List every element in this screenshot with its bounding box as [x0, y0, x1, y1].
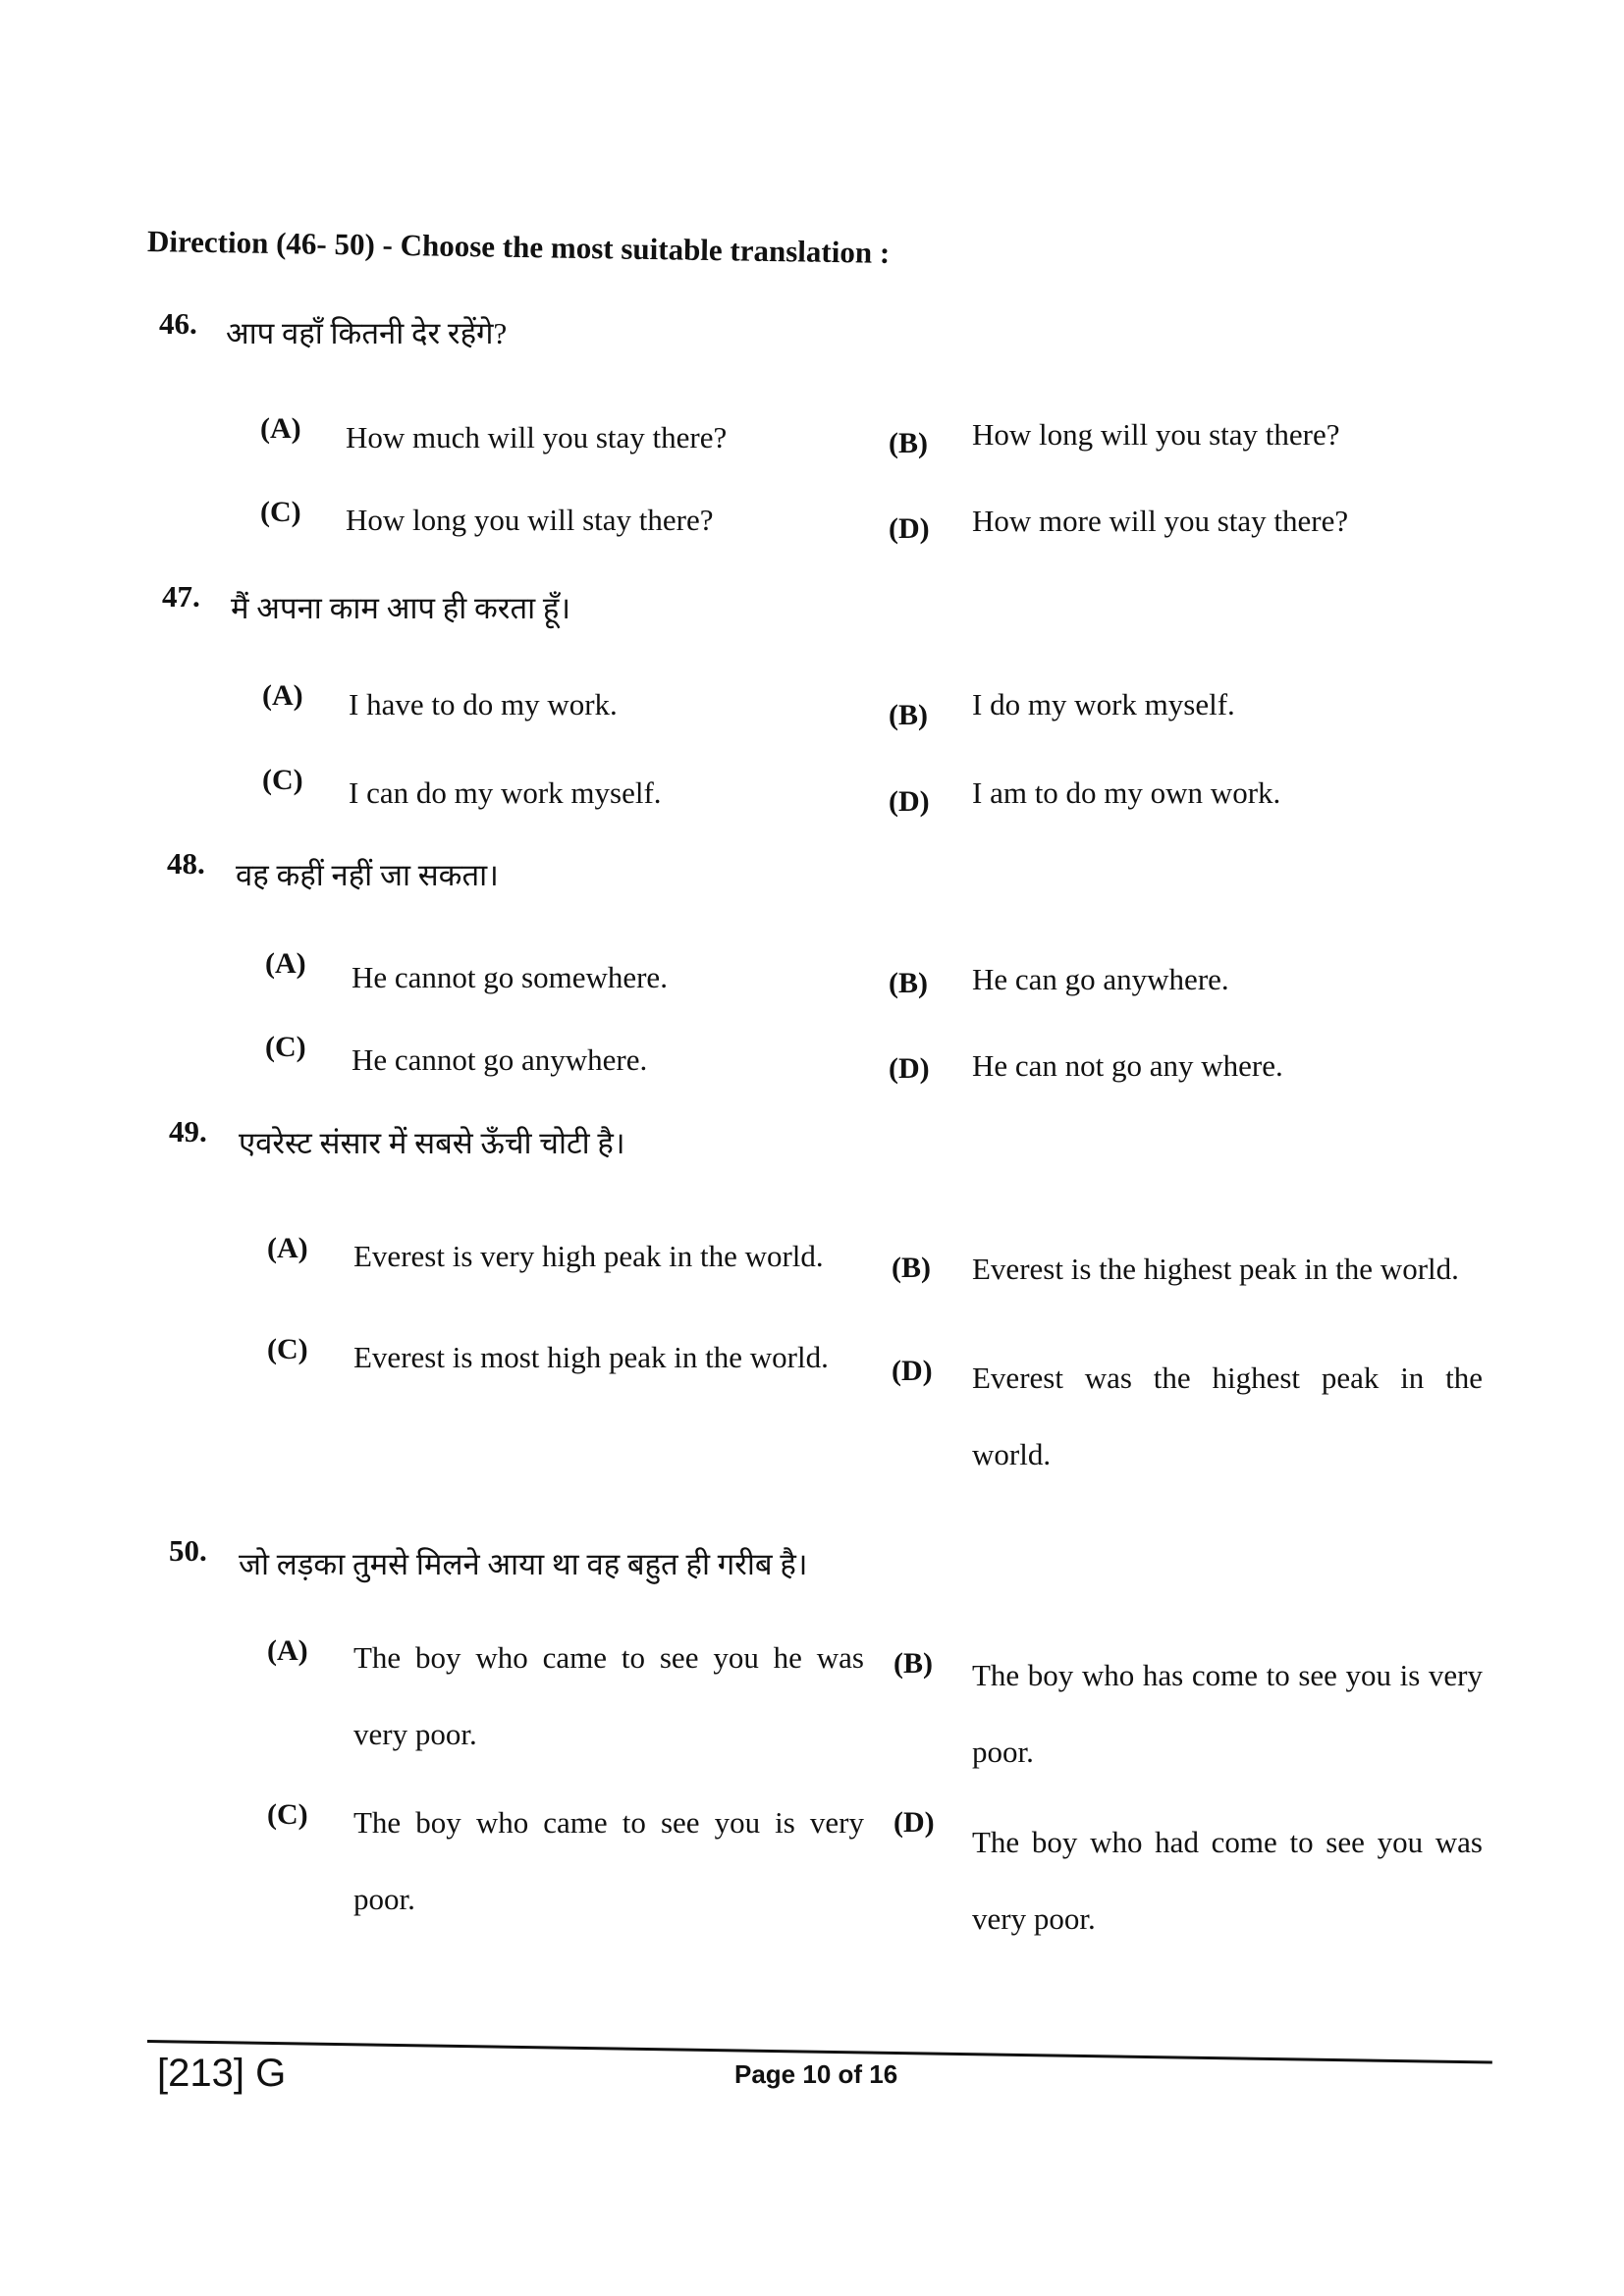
option-a[interactable]: Everest is very high peak in the world. [353, 1239, 824, 1273]
option-b[interactable]: He can go anywhere. [972, 962, 1229, 996]
option-b[interactable]: Everest is the highest peak in the world. [972, 1252, 1459, 1286]
option-c[interactable]: He cannot go anywhere. [352, 1042, 648, 1077]
option-d[interactable]: Everest was the highest peak in the world. [972, 1361, 1483, 1471]
option-label: (C) [265, 1031, 306, 1063]
option-c[interactable]: The boy who came to see you is very poor. [353, 1805, 864, 1916]
direction-heading: Direction (46- 50) - Choose the most suitable translation : [146, 224, 891, 270]
option-label: (D) [889, 785, 930, 818]
option-label: (C) [260, 496, 301, 528]
question-number: 47. [162, 579, 200, 614]
option-label: (B) [892, 1252, 931, 1284]
question-text: मैं अपना काम आप ही करता हूँ। [231, 591, 571, 625]
option-b[interactable]: The boy who has come to see you is very poor. [972, 1658, 1483, 1769]
option-label: (B) [889, 967, 928, 999]
option-b[interactable]: How long will you stay there? [972, 417, 1340, 452]
option-label: (D) [893, 1806, 935, 1839]
option-label: (A) [267, 1634, 308, 1667]
question-number: 48. [167, 846, 205, 881]
option-d[interactable]: How more will you stay there? [972, 504, 1349, 538]
option-a[interactable]: He cannot go somewhere. [352, 960, 668, 994]
option-label: (C) [262, 764, 303, 796]
question-number: 46. [159, 306, 197, 341]
option-label: (A) [260, 412, 301, 445]
option-d[interactable]: The boy who had come to see you was very poor. [972, 1825, 1483, 1936]
question-number: 49. [169, 1114, 207, 1148]
option-label: (B) [889, 699, 928, 731]
question-text: आप वहाँ कितनी देर रहेंगे? [226, 316, 508, 350]
question-text: वह कहीं नहीं जा सकता। [236, 858, 499, 892]
question-number: 50. [169, 1533, 207, 1568]
page-number: Page 10 of 16 [734, 2059, 898, 2089]
option-a[interactable]: How much will you stay there? [346, 420, 728, 454]
option-label: (A) [262, 679, 303, 712]
option-label: (B) [889, 427, 928, 459]
option-label: (C) [267, 1333, 308, 1365]
option-label: (D) [889, 1052, 930, 1085]
option-c[interactable]: How long you will stay there? [346, 503, 714, 537]
option-c[interactable]: I can do my work myself. [349, 775, 662, 810]
option-c[interactable]: Everest is most high peak in the world. [353, 1340, 829, 1374]
option-label: (C) [267, 1798, 308, 1831]
option-label: (A) [267, 1232, 308, 1264]
option-d[interactable]: I am to do my own work. [972, 775, 1281, 810]
option-d[interactable]: He can not go any where. [972, 1048, 1283, 1083]
option-label: (A) [265, 947, 306, 980]
option-b[interactable]: I do my work myself. [972, 687, 1235, 721]
option-label: (B) [893, 1647, 933, 1680]
paper-code: [213] G [157, 2052, 287, 2095]
option-label: (D) [892, 1355, 933, 1387]
option-a[interactable]: I have to do my work. [349, 687, 618, 721]
question-text: एवरेस्ट संसार में सबसे ऊँची चोटी है। [239, 1126, 625, 1160]
question-text: जो लड़का तुमसे मिलने आया था वह बहुत ही गरीब है। [239, 1547, 808, 1581]
option-label: (D) [889, 512, 930, 545]
option-a[interactable]: The boy who came to see you he was very poor. [353, 1640, 864, 1751]
